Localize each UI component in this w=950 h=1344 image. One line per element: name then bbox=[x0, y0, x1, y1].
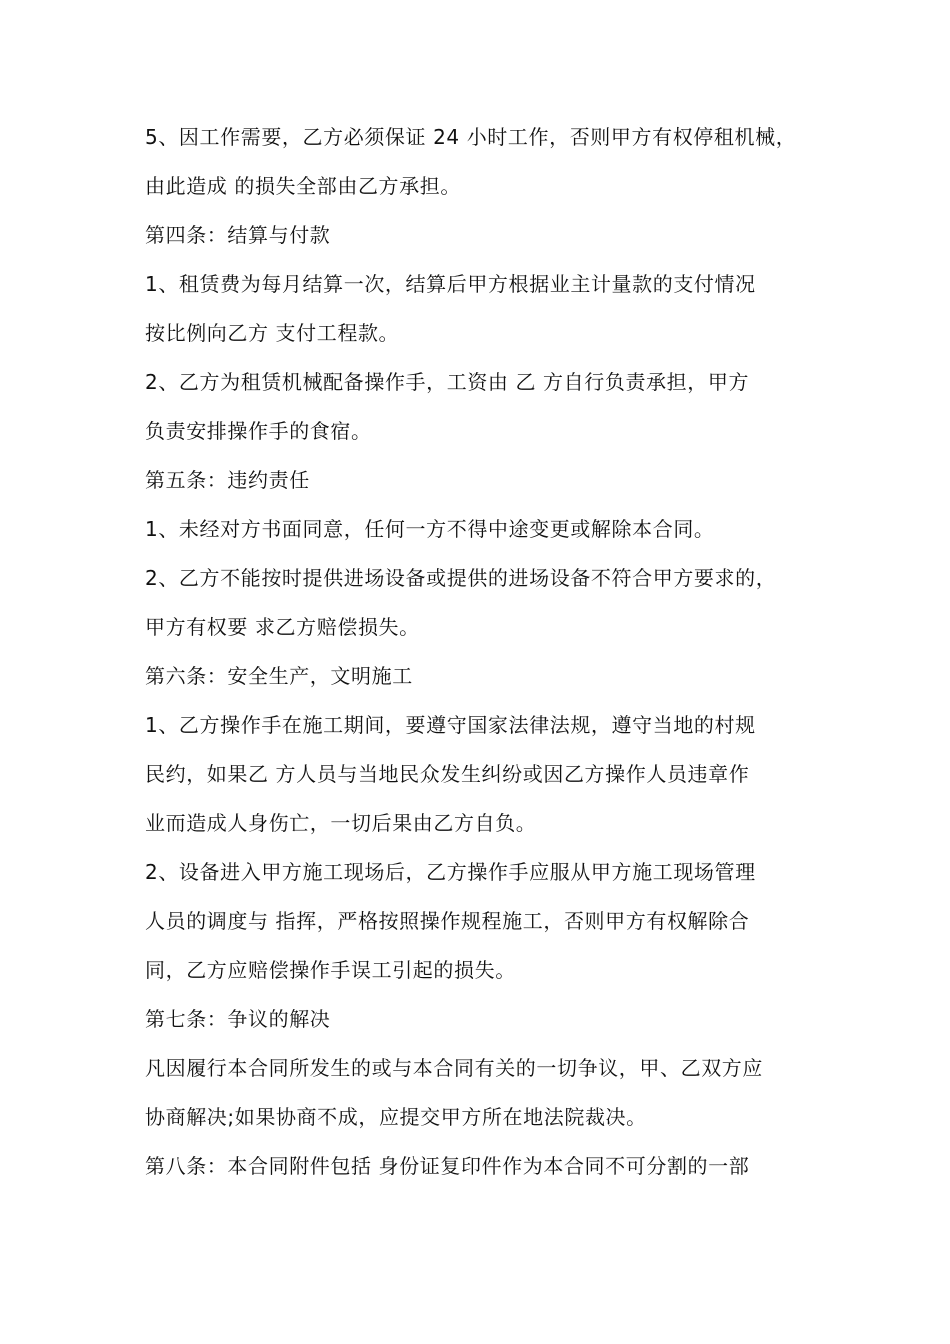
clause-6-item-2-line-3: 同，乙方应赔偿操作手误工引起的损失。 bbox=[145, 958, 516, 982]
clause-6-item-2-line-1: 2、设备进入甲方施工现场后，乙方操作手应服从甲方施工现场管理 bbox=[145, 860, 756, 884]
clause-6-item-1-line-1: 1、乙方操作手在施工期间，要遵守国家法律法规，遵守当地的村规 bbox=[145, 713, 756, 737]
clause-6-heading: 第六条：安全生产，文明施工 bbox=[145, 664, 413, 688]
clause-5-item-2-line-2: 甲方有权要 求乙方赔偿损失。 bbox=[145, 615, 420, 639]
clause-4-heading: 第四条：结算与付款 bbox=[145, 223, 331, 247]
clause-3-item-5-line-2: 由此造成 的损失全部由乙方承担。 bbox=[145, 174, 461, 198]
clause-7-text-line-2: 协商解决;如果协商不成，应提交甲方所在地法院裁决。 bbox=[145, 1105, 647, 1129]
clause-6-item-1-line-3: 业而造成人身伤亡，一切后果由乙方自负。 bbox=[145, 811, 537, 835]
document-body bbox=[145, 113, 810, 1191]
clause-6-item-2-line-2: 人员的调度与 指挥，严格按照操作规程施工，否则甲方有权解除合 bbox=[145, 909, 750, 933]
clause-5-item-1: 1、未经对方书面同意，任何一方不得中途变更或解除本合同。 bbox=[145, 517, 715, 541]
clause-7-heading: 第七条：争议的解决 bbox=[145, 1007, 331, 1031]
clause-4-item-1-line-2: 按比例向乙方 支付工程款。 bbox=[145, 321, 400, 345]
clause-5-heading: 第五条：违约责任 bbox=[145, 468, 310, 492]
clause-4-item-2-line-1: 2、乙方为租赁机械配备操作手，工资由 乙 方自行负责承担，甲方 bbox=[145, 370, 750, 394]
clause-3-item-5-line-1: 5、因工作需要，乙方必须保证 24 小时工作，否则甲方有权停租机械， bbox=[145, 125, 797, 149]
clause-5-item-2-line-1: 2、乙方不能按时提供进场设备或提供的进场设备不符合甲方要求的， bbox=[145, 566, 777, 590]
clause-6-item-1-line-2: 民约，如果乙 方人员与当地民众发生纠纷或因乙方操作人员违章作 bbox=[145, 762, 750, 786]
clause-8-line-1: 第八条：本合同附件包括 身份证复印件作为本合同不可分割的一部 bbox=[145, 1154, 750, 1178]
clause-4-item-1-line-1: 1、租赁费为每月结算一次，结算后甲方根据业主计量款的支付情况 bbox=[145, 272, 756, 296]
clause-7-text-line-1: 凡因履行本合同所发生的或与本合同有关的一切争议，甲、乙双方应 bbox=[145, 1056, 763, 1080]
clause-4-item-2-line-2: 负责安排操作手的食宿。 bbox=[145, 419, 372, 443]
